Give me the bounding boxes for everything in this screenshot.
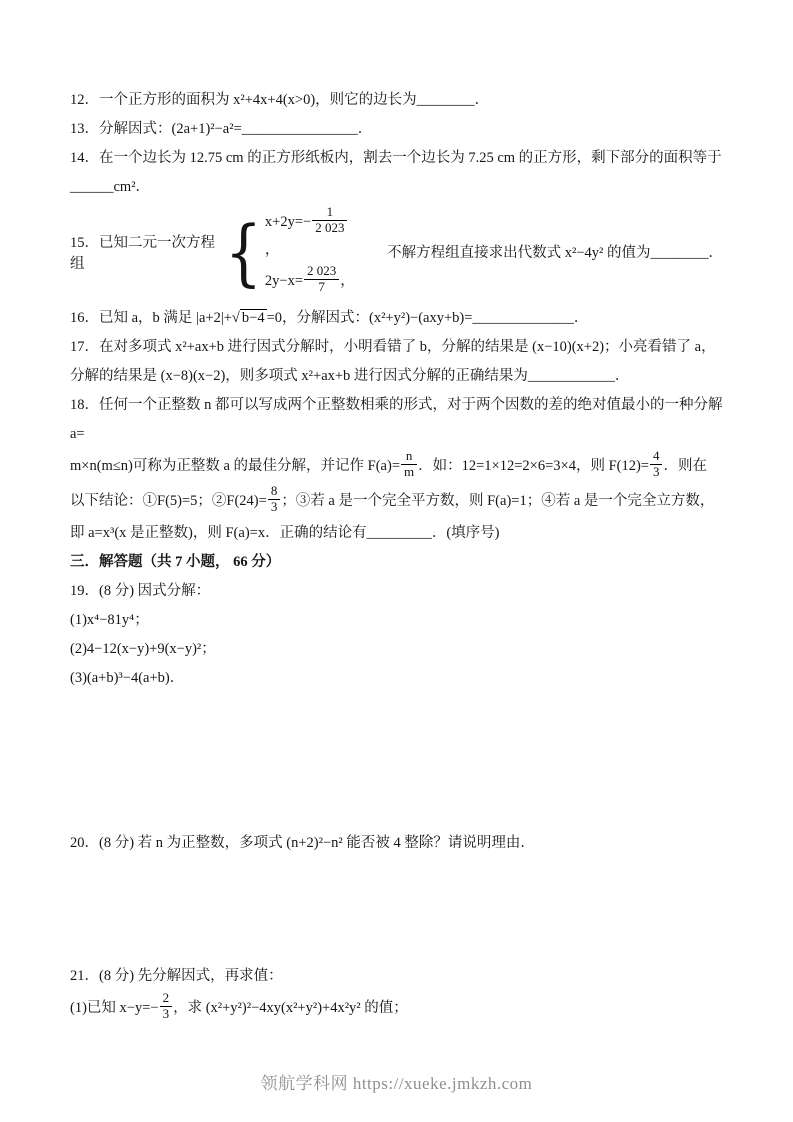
- fraction: $\frac{1}{2 023}$: [312, 205, 347, 236]
- system-brace: {: [225, 209, 262, 295]
- sqrt-radical: √ b−4: [231, 309, 265, 326]
- problem-13: 13．分解因式：(2a+1)²−a²=________________．: [70, 121, 373, 137]
- section-header: 三．解答题（共 7 小题， 66 分）: [70, 553, 281, 570]
- problem-16: 16．已知 a，b 满足 |a+2|+√ b−4 =0，分解因式：(x²+y²)−(axy+b)=______________．: [70, 309, 589, 326]
- problem-18-line4: 即 a=x³(x 是正整数)，则 F(a)=x．正确的结论有_________．(填序号): [70, 524, 500, 541]
- fraction: $\frac{8}{3}$: [268, 484, 281, 515]
- problem-12: 12．一个正方形的面积为 x²+4x+4(x>0)，则它的边长为________．: [70, 92, 490, 108]
- problem-17-line1: 17．在对多项式 x²+ax+b 进行因式分解时，小明看错了 b，分解的结果是 (x−10)(x+2)；小亮看错了 a，: [70, 338, 716, 355]
- fraction: $\frac{4}{3}$: [650, 449, 663, 480]
- problem-19-item3: (3)(a+b)³−4(a+b)．: [70, 669, 185, 686]
- problem-20: 20．(8 分) 若 n 为正整数，多项式 (n+2)²−n² 能否被 4 整除？请说明理由．: [70, 834, 535, 851]
- problem-19-item1: (1)x⁴−81y⁴；: [70, 611, 149, 628]
- problem-15-tail: 不解方程组直接求出代数式 x²−4y² 的值为________．: [387, 245, 723, 262]
- fraction: $\frac{n}{m}$: [401, 449, 417, 480]
- problem-18-line3: 以下结论：①F(5)=5；②F(24)= $\frac{8}{3}$ ；③若 a 是一个完全平方数，则 F(a)=1；④若 a 是一个完全立方数，: [70, 482, 715, 514]
- problem-21-item1: (1)已知 x−y=− $\frac{2}{3}$ ，求 (x²+y²)²−4xy(x²+y²)+4x²y² 的值；: [70, 989, 408, 1021]
- fraction: $\frac{2}{3}$: [160, 991, 173, 1022]
- equation-2: 2y−x= $\frac{2 023}{7}$ ，: [264, 262, 355, 294]
- problem-17-line2: 分解的结果是 (x−8)(x−2)，则多项式 x²+ax+b 进行因式分解的正确结果为____________．: [70, 367, 630, 384]
- problem-15-lead: 15．已知二元一次方程组: [70, 234, 215, 272]
- problem-21: 21．(8 分) 先分解因式，再求值：: [70, 967, 283, 984]
- problem-18-line2: m×n(m≤n)可称为正整数 a 的最佳分解，并记作 F(a)= $\frac{n}{m}$ ．如：12=1×12=2×6=3×4，则 F(12)= $\frac{4}{3}$ ．则在: [70, 447, 707, 479]
- problem-14-line1: 14．在一个边长为 12.75 cm 的正方形纸板内，割去一个边长为 7.25 cm 的正方形，剩下部分的面积等于: [70, 150, 722, 166]
- equation-system: [264, 204, 357, 297]
- fraction: $\frac{2 023}{7}$: [304, 264, 339, 295]
- problem-15: [70, 204, 723, 297]
- equation-1: x+2y=− $\frac{1}{2 023}$ ，: [265, 207, 357, 259]
- problem-14-line2: ______cm²．: [70, 179, 151, 195]
- problem-19-item2: (2)4−12(x−y)+9(x−y)²；: [70, 640, 216, 657]
- problem-18-line1: 18．任何一个正整数 n 都可以写成两个正整数相乘的形式，对于两个因数的差的绝对值最小的一种分解 a=: [70, 396, 723, 442]
- problem-19: 19．(8 分) 因式分解：: [70, 582, 211, 599]
- site-footer: 领航学科网 https://xueke.jmkzh.com: [260, 1074, 533, 1093]
